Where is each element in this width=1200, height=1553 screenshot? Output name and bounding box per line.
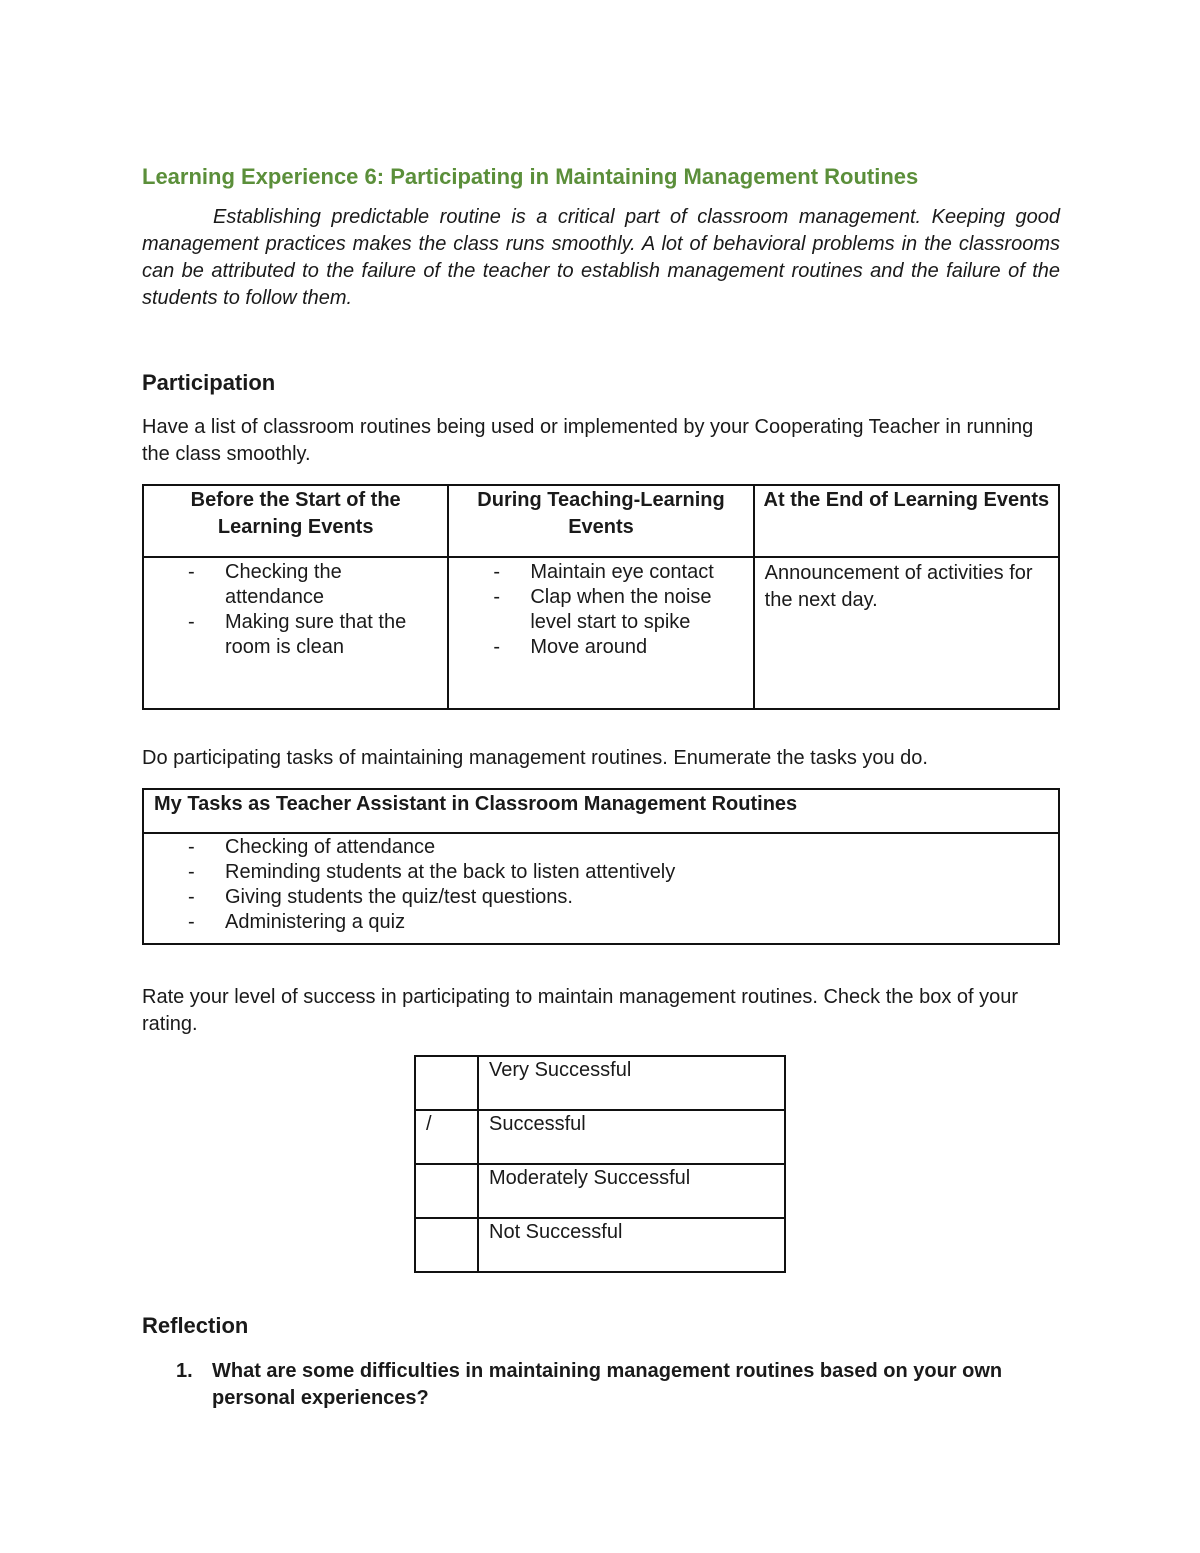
question-number: 1. bbox=[176, 1360, 193, 1382]
rating-checkbox[interactable]: / bbox=[415, 1110, 478, 1164]
rating-instruction: Rate your level of success in participating to maintain management routines. Check the box of your rating. bbox=[142, 986, 1019, 1035]
list-item: - Making sure that the room is clean bbox=[154, 610, 437, 660]
rating-row bbox=[415, 1164, 785, 1218]
rating-label: Successful bbox=[478, 1110, 785, 1164]
list-item: - Move around bbox=[459, 635, 742, 660]
reflection-question-1 bbox=[176, 1358, 1060, 1412]
list-item: - Maintain eye contact bbox=[459, 560, 742, 585]
rating-label: Not Successful bbox=[478, 1218, 785, 1272]
rating-label: Moderately Successful bbox=[478, 1164, 785, 1218]
intro-paragraph: Establishing predictable routine is a critical part of classroom management. Keeping good management practices makes the class runs smoothly. A lot of behavioral problems in the classrooms can be attributed to the failure of the teacher to establish management routines and the failure of the students to follow them. bbox=[142, 206, 1060, 309]
col-header-end: At the End of Learning Events bbox=[754, 485, 1059, 557]
rating-checkbox[interactable] bbox=[415, 1056, 478, 1110]
before-cell bbox=[143, 557, 448, 709]
participation-instruction: Have a list of classroom routines being used or implemented by your Cooperating Teacher in running the class smoothly. bbox=[142, 416, 1034, 465]
rating-row bbox=[415, 1110, 785, 1164]
reflection-heading: Reflection bbox=[142, 1313, 249, 1338]
col-header-during: During Teaching-Learning Events bbox=[448, 485, 753, 557]
tasks-table bbox=[142, 788, 1060, 945]
participation-heading: Participation bbox=[142, 370, 276, 395]
rating-table bbox=[414, 1055, 786, 1273]
col-header-before: Before the Start of the Learning Events bbox=[143, 485, 448, 557]
list-item: - Clap when the noise level start to spike bbox=[459, 585, 742, 635]
rating-checkbox[interactable] bbox=[415, 1164, 478, 1218]
end-cell bbox=[754, 557, 1059, 709]
end-text: Announcement of activities for the next day. bbox=[764, 562, 1033, 611]
page-title: Learning Experience 6: Participating in Maintaining Management Routines bbox=[142, 164, 919, 189]
list-item: - Reminding students at the back to listen attentively bbox=[154, 860, 1048, 885]
list-item: - Checking of attendance bbox=[154, 835, 1048, 860]
rating-row bbox=[415, 1056, 785, 1110]
list-item: - Giving students the quiz/test questions. bbox=[154, 885, 1048, 910]
tasks-cell bbox=[143, 833, 1059, 944]
during-cell bbox=[448, 557, 753, 709]
tasks-table-header: My Tasks as Teacher Assistant in Classroom Management Routines bbox=[143, 789, 1059, 833]
rating-label: Very Successful bbox=[478, 1056, 785, 1110]
tasks-instruction: Do participating tasks of maintaining management routines. Enumerate the tasks you do. bbox=[142, 747, 928, 769]
rating-row bbox=[415, 1218, 785, 1272]
list-item: - Checking the attendance bbox=[154, 560, 437, 610]
question-text: What are some difficulties in maintaining management routines based on your own personal experiences? bbox=[212, 1360, 1003, 1409]
rating-checkbox[interactable] bbox=[415, 1218, 478, 1272]
routines-table bbox=[142, 484, 1060, 710]
list-item: - Administering a quiz bbox=[154, 910, 1048, 935]
